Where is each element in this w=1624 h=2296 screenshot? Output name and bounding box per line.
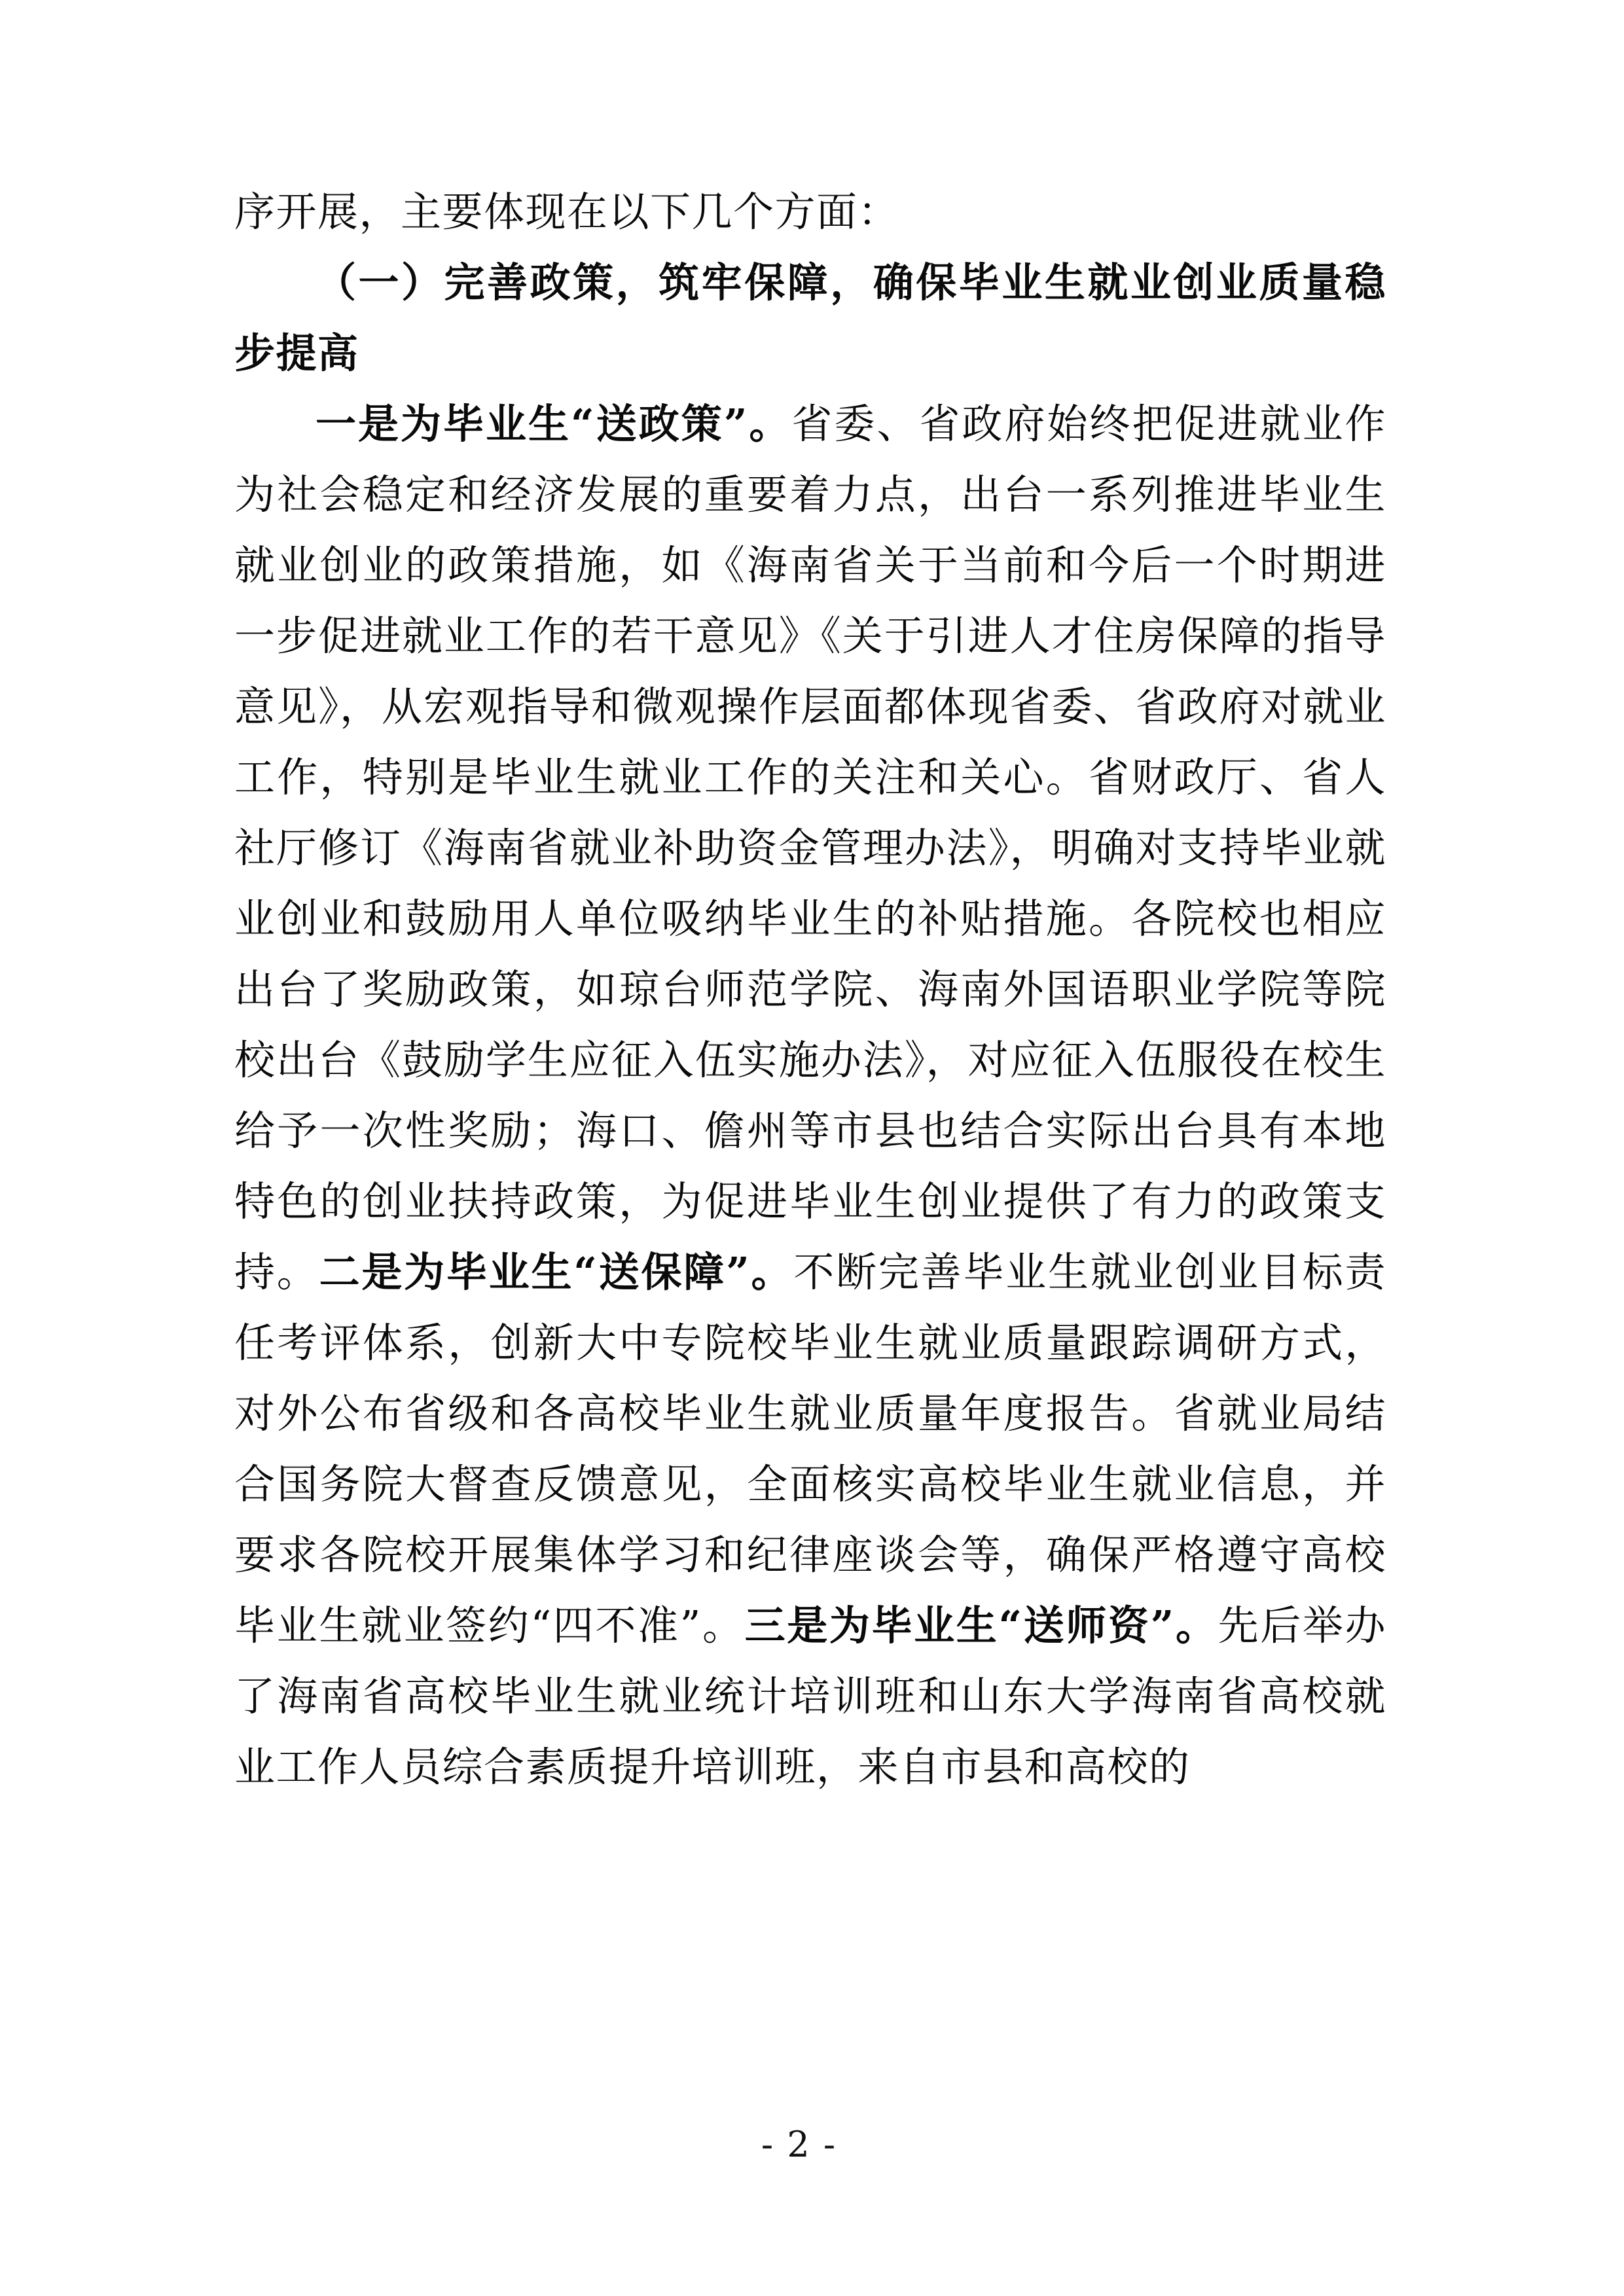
page-number: - 2 - <box>761 2124 837 2165</box>
page-content <box>234 177 1386 1803</box>
body-text-three: 先后举办了海南省高校毕业生就业统计培训班和山东大学海南省高校就业工作人员综合素质提升培训班，来自市县和高校的 <box>234 1602 1386 1791</box>
lead-bold-two: 二是为毕业生“送保障”。 <box>319 1248 794 1296</box>
body-paragraph <box>234 389 1386 1803</box>
body-text-two: 不断完善毕业生就业创业目标责任考评体系，创新大中专院校毕业生就业质量跟踪调研方式，对外公布省级和各高校毕业生就业质量年度报告。省就业局结合国务院大督查反馈意见，全面核实高校毕业生就业信息，并要求各院校开展集体学习和纪律座谈会等，确保严格遵守高校毕业生就业签约“四不准”。 <box>234 1248 1386 1649</box>
page-footer <box>0 2124 1624 2165</box>
lead-bold-three: 三是为毕业生“送师资”。 <box>744 1602 1218 1649</box>
paragraph-continuation: 序开展，主要体现在以下几个方面： <box>234 188 900 236</box>
lead-bold-one: 一是为毕业生“送政策”。 <box>316 400 792 448</box>
body-text-one: 省委、省政府始终把促进就业作为社会稳定和经济发展的重要着力点，出台一系列推进毕业生就业创业的政策措施，如《海南省关于当前和今后一个时期进一步促进就业工作的若干意见》《关于引进人才住房保障的指导意见》，从宏观指导和微观操作层面都体现省委、省政府对就业工作，特别是毕业生就业工作的关注和关心。省财政厅、省人社厅修订《海南省就业补助资金管理办法》，明确对支持毕业就业创业和鼓励用人单位吸纳毕业生的补贴措施。各院校也相应出台了奖励政策，如琼台师范学院、海南外国语职业学院等院校出台《鼓励学生应征入伍实施办法》，对应征入伍服役在校生给予一次性奖励；海口、儋州等市县也结合实际出台具有本地特色的创业扶持政策，为促进毕业生创业提供了有力的政策支持。 <box>234 400 1386 1296</box>
section-heading: （一）完善政策，筑牢保障，确保毕业生就业创业质量稳步提高 <box>234 259 1386 377</box>
